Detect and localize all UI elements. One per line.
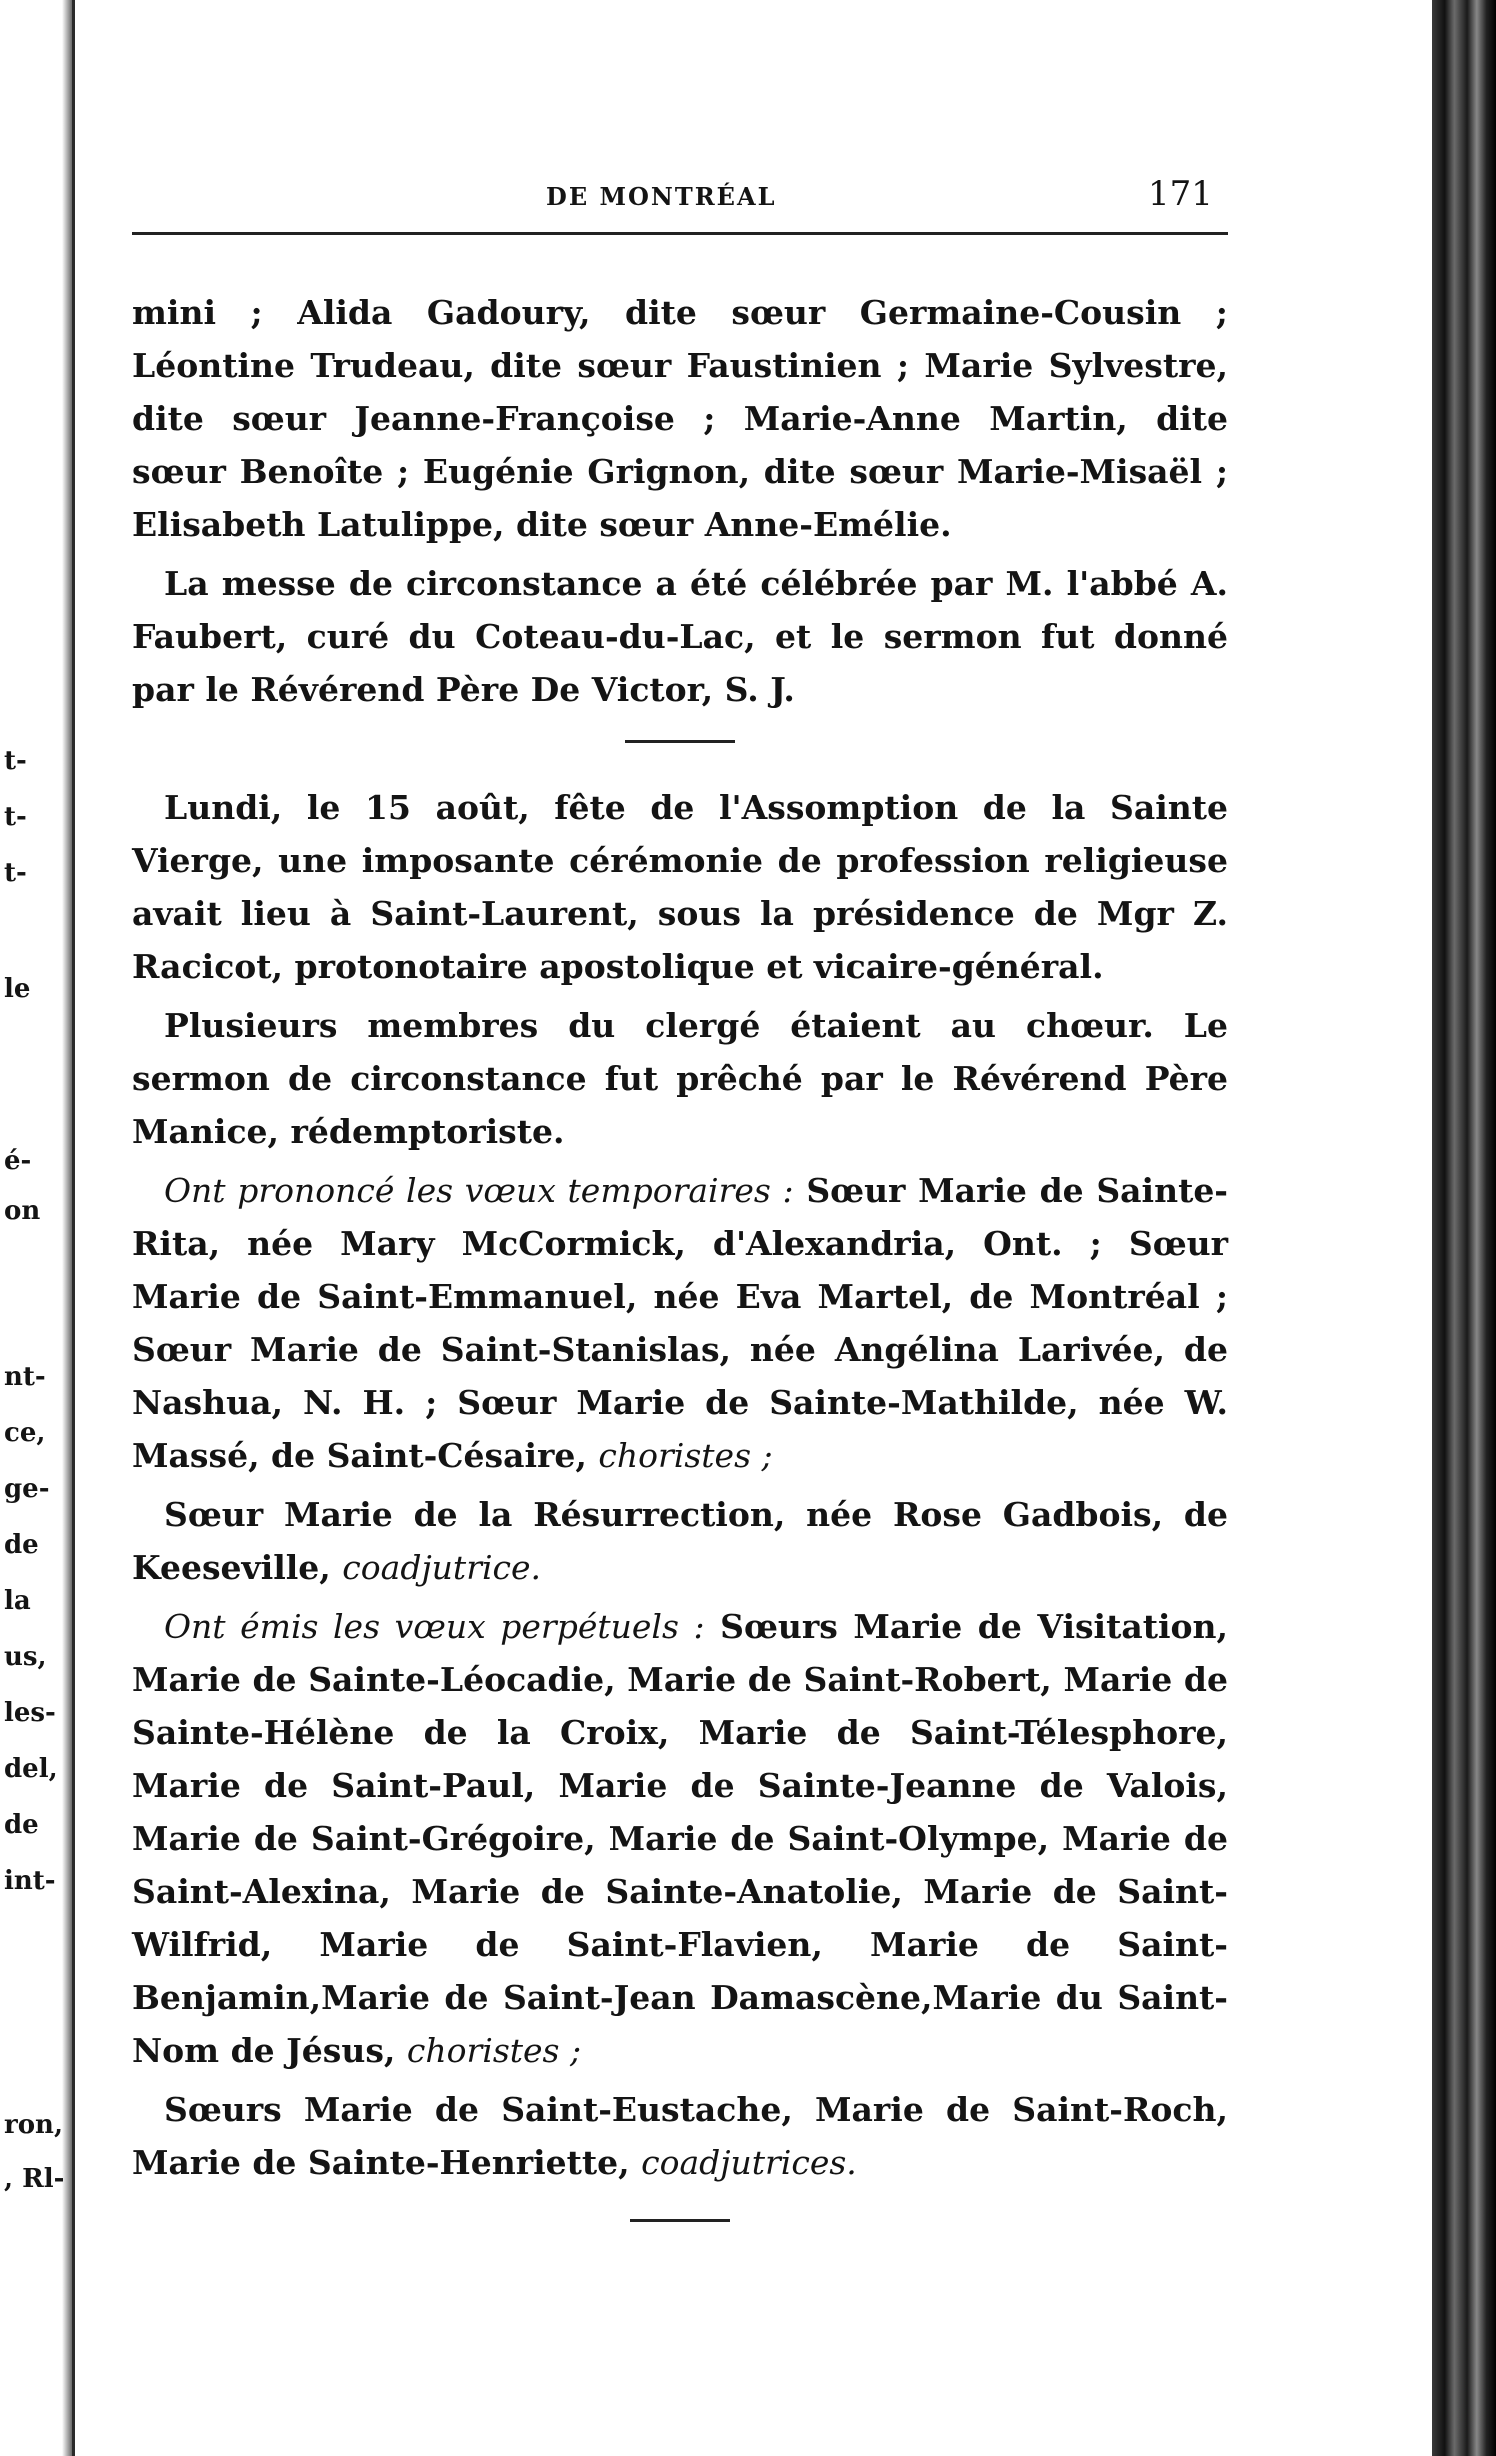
facing-page-fragment: del,: [4, 1754, 58, 1784]
perpetual-vows-heading: Ont émis les vœux perpétuels :: [164, 1607, 705, 1646]
facing-page-fragment: les-: [4, 1698, 56, 1728]
book-edge: [1432, 0, 1496, 2456]
gutter-shadow: [62, 0, 72, 2456]
header-rule: [132, 232, 1228, 235]
page-body: [132, 286, 1228, 2222]
temporary-vows-heading: Ont prononcé les vœux temporaires :: [164, 1171, 794, 1210]
facing-page-fragment: nt-: [4, 1362, 46, 1392]
page-number: 171: [1148, 174, 1213, 214]
facing-page-fragment: de: [4, 1530, 39, 1560]
facing-page-fragment: t-: [4, 746, 27, 776]
paragraph: [132, 1488, 1228, 1594]
facing-page-fragment: on: [4, 1196, 41, 1226]
facing-page-fragment: ce,: [4, 1418, 46, 1448]
section-divider: [625, 740, 735, 743]
paragraph: mini ; Alida Gadoury, dite sœur Germaine-Cousin ; Léontine Trudeau, dite sœur Faustinien ; Marie Sylvestre, dite sœur Jeanne-Françoise ; Marie-Anne Martin, dite sœur Benoîte ; Eugénie Grignon, dite sœur Marie-Misaël ; Elisabeth Latulippe, dite sœur Anne-Emélie.: [132, 293, 1228, 544]
paragraph: La messe de circonstance a été célébrée par M. l'abbé A. Faubert, curé du Coteau-du-Lac, et le sermon fut donné par le Révérend Père De Victor, S. J.: [132, 564, 1228, 709]
temporary-vows-role: choristes ;: [598, 1436, 773, 1475]
paragraph: Plusieurs membres du clergé étaient au chœur. Le sermon de circonstance fut prêché par le Révérend Père Manice, rédemptoriste.: [132, 1006, 1228, 1151]
book-page: [76, 0, 1432, 2456]
facing-page-fragment: ron,: [4, 2110, 63, 2140]
facing-page-fragment: us,: [4, 1642, 47, 1672]
coadjutrices-text: Sœurs Marie de Saint-Eustache, Marie de Saint-Roch, Marie de Sainte-Henriette,: [132, 2090, 1228, 2182]
perpetual-vows-text: Sœurs Marie de Visitation, Marie de Sainte-Léocadie, Marie de Saint-Robert, Marie de Sainte-Hélène de la Croix, Marie de Saint-Télesphore, Marie de Saint-Paul, Marie de Sainte-Jeanne de Valois, Marie de Saint-Grégoire, Marie de Saint-Olympe, Marie de Saint-Alexina, Marie de Sainte-Anatolie, Marie de Saint-Wilfrid, Marie de Saint-Flavien, Marie de Saint-Benjamin,Marie de Saint-Jean Damascène,Marie du Saint-Nom de Jésus,: [132, 1607, 1228, 2070]
perpetual-vows-role: choristes ;: [406, 2031, 582, 2070]
paragraph: Lundi, le 15 août, fête de l'Assomption de la Sainte Vierge, une imposante cérémonie de profession religieuse avait lieu à Saint-Laurent, sous la présidence de Mgr Z. Racicot, protonotaire apostolique et vicaire-général.: [132, 788, 1228, 986]
coadjutrices-role: coadjutrices.: [641, 2143, 857, 2182]
facing-page-fragment: int-: [4, 1866, 56, 1896]
facing-page-fragment: le: [4, 974, 31, 1004]
facing-page-fragment: é-: [4, 1146, 32, 1176]
facing-page-fragment: t-: [4, 858, 27, 888]
facing-page-edge: [0, 0, 75, 2456]
facing-page-fragment: de: [4, 1810, 39, 1840]
facing-page-fragment: t-: [4, 802, 27, 832]
paragraph: [132, 2083, 1228, 2189]
temporary-vows-text: Sœur Marie de Sainte-Rita, née Mary McCormick, d'Alexandria, Ont. ; Sœur Marie de Saint-Emmanuel, née Eva Martel, de Montréal ; Sœur Marie de Saint-Stanislas, née Angélina Larivée, de Nashua, N. H. ; Sœur Marie de Sainte-Mathilde, née W. Massé, de Saint-Césaire,: [132, 1171, 1229, 1475]
end-divider: [630, 2219, 730, 2222]
page-header: [76, 170, 1432, 230]
facing-page-fragment: , Rl-: [4, 2164, 65, 2194]
facing-page-fragment: ge-: [4, 1474, 50, 1504]
coadjutrice-text: Sœur Marie de la Résurrection, née Rose Gadbois, de Keeseville,: [132, 1495, 1228, 1587]
paragraph-temporary-vows: [132, 1164, 1228, 1482]
paragraph-perpetual-vows: [132, 1600, 1228, 2077]
running-title: DE MONTRÉAL: [546, 182, 777, 211]
facing-page-fragment: la: [4, 1586, 31, 1616]
coadjutrice-role: coadjutrice.: [342, 1548, 542, 1587]
